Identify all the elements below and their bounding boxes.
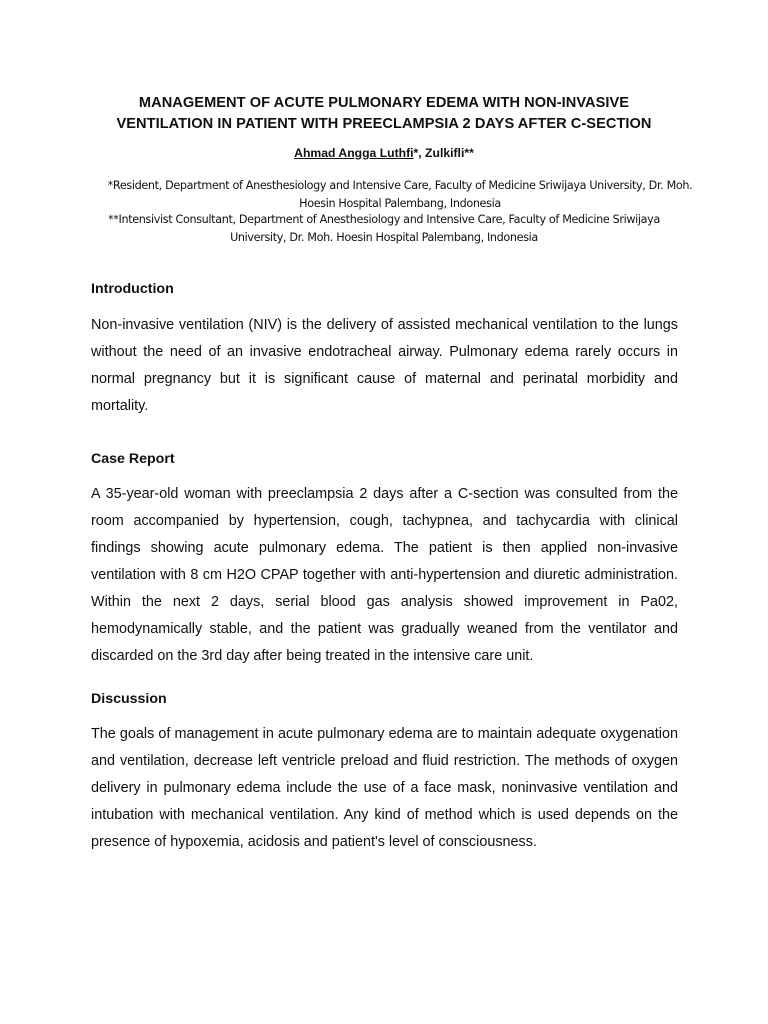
discussion-paragraph: The goals of management in acute pulmonary edema are to maintain adequate oxygenation and ventilation, decrease left ventricle preload and fluid restriction. The methods of oxygen delivery in pulmonary edema include the use of a face mask, noninvasive ventilation and intubation with mechanical ventilation. Any kind of method which is used depends on the presence of hypoxemia, acidosis and patient's level of consciousness. (91, 726, 678, 850)
discussion-heading: Discussion (91, 691, 167, 707)
introduction-heading: Introduction (91, 281, 174, 297)
paper-title-line-1: MANAGEMENT OF ACUTE PULMONARY EDEMA WITH NON-INVASIVE (138, 95, 630, 111)
author-line (0, 145, 768, 161)
paper-title (60, 93, 708, 135)
case-report-heading: Case Report (91, 451, 175, 467)
co-authors: *, Zulkifli** (413, 146, 474, 160)
case-report-paragraph: A 35-year-old woman with preeclampsia 2 days after a C-section was consulted from the room accompanied by hypertension, cough, tachypnea, and tachycardia with clinical findings showing acute pulmonary edema. The patient is then applied non-invasive ventilation with 8 cm H2O CPAP together with anti-hypertension and diuretic administration. Within the next 2 days, serial blood gas analysis showed improvement in Pa02, hemodynamically stable, and the patient was gradually weaned from the ventilator and discarded on the 3rd day after being treated in the intensive care unit. (91, 486, 678, 664)
introduction-paragraph: Non-invasive ventilation (NIV) is the delivery of assisted mechanical ventilation to the lungs without the need of an invasive endotracheal airway. Pulmonary edema rarely occurs in normal pregnancy but it is significant cause of maternal and perinatal morbidity and mortality. (91, 317, 678, 414)
affiliation-consultant: **Intensivist Consultant, Department of Anesthesiology and Intensive Care, Faculty of Medicine Sriwijaya University, Dr. Moh. Hoesin Hospital Palembang, Indonesia (108, 213, 660, 244)
main-author: Ahmad Angga Luthfi (294, 146, 414, 160)
paper-title-line-2: VENTILATION IN PATIENT WITH PREECLAMPSIA 2 DAYS AFTER C-SECTION (116, 116, 652, 132)
affiliation-resident: *Resident, Department of Anesthesiology and Intensive Care, Faculty of Medicine Sriwijaya University, Dr. Moh. Hoesin Hospital Palembang, Indonesia (107, 179, 693, 210)
